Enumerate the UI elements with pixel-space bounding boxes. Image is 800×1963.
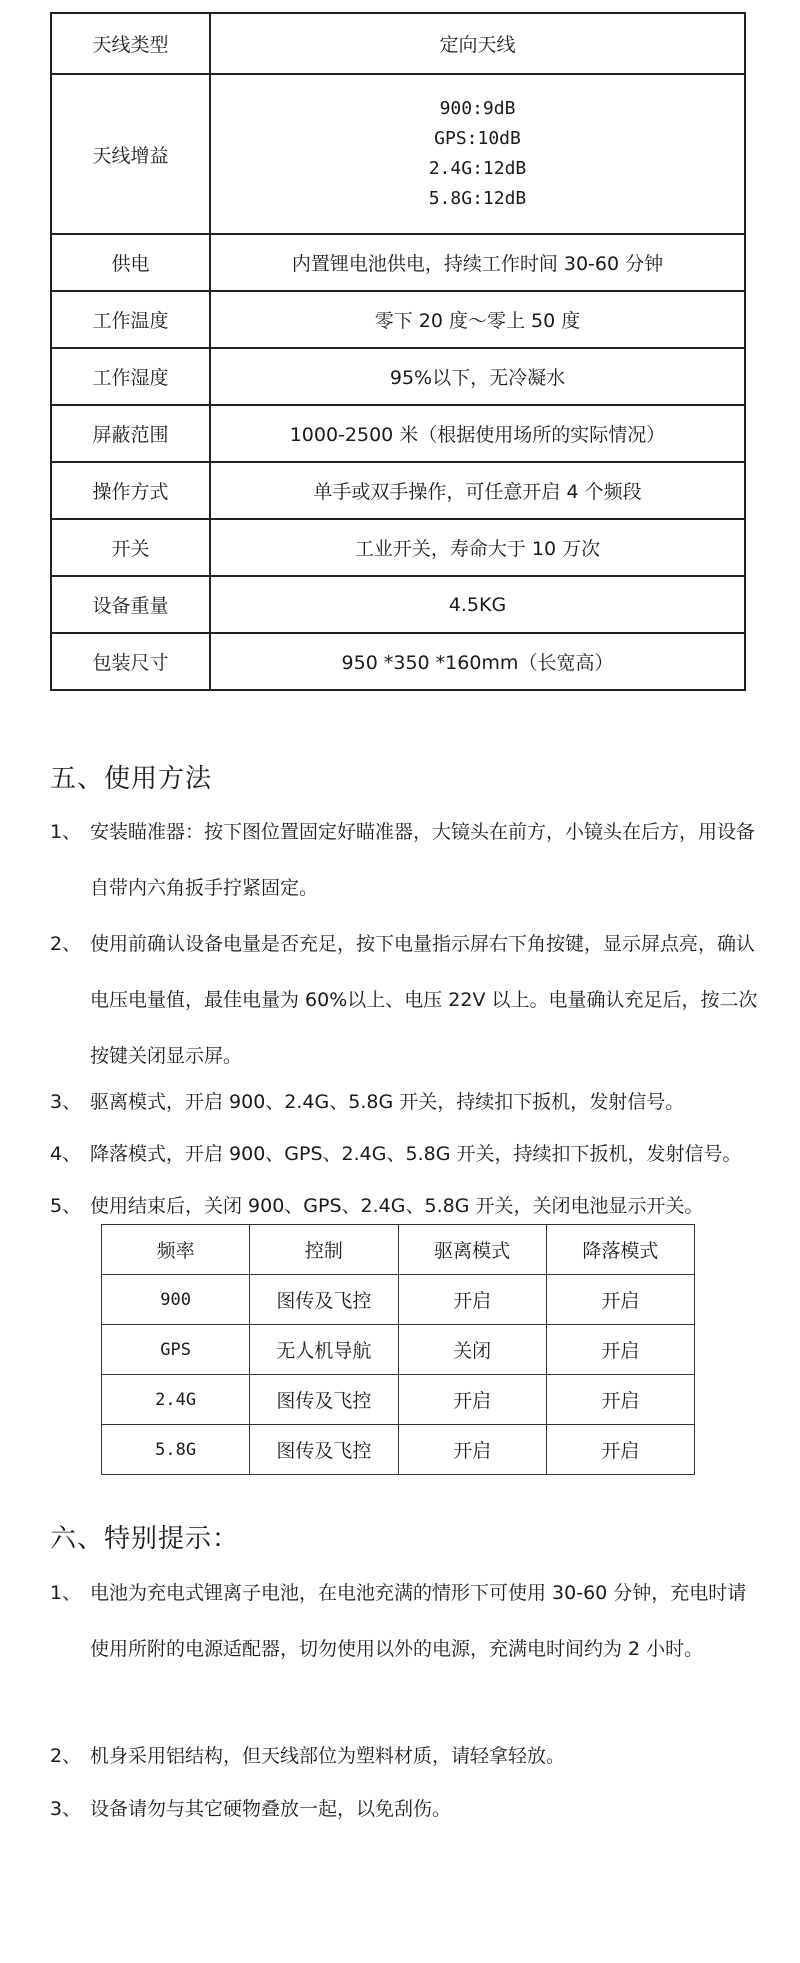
notes-heading: 六、特别提示： bbox=[50, 1524, 240, 1554]
table-cell: 开启 bbox=[398, 1425, 546, 1475]
item-number: 1、 bbox=[50, 821, 82, 843]
table-cell: 图传及飞控 bbox=[250, 1375, 398, 1425]
table-cell: 图传及飞控 bbox=[250, 1275, 398, 1325]
spec-label: 工作温度 bbox=[51, 291, 210, 348]
item-text: 使用结束后，关闭 900、GPS、2.4G、5.8G 开关，关闭电池显示开关。 bbox=[90, 1195, 704, 1217]
spec-value: 定向天线 bbox=[210, 13, 745, 74]
usage-item-2 bbox=[50, 916, 760, 1084]
item-text: 电池为充电式锂离子电池，在电池充满的情形下可使用 30-60 分钟，充电时请使用所附的电源适配器，切勿使用以外的电源，充满电时间约为 2 小时。 bbox=[90, 1582, 747, 1660]
column-header: 控制 bbox=[250, 1225, 398, 1275]
frequency-table bbox=[101, 1224, 695, 1475]
usage-heading: 五、使用方法 bbox=[50, 764, 213, 794]
item-number: 3、 bbox=[50, 1798, 82, 1820]
table-row bbox=[51, 405, 745, 462]
item-number: 5、 bbox=[50, 1195, 82, 1217]
column-header: 降落模式 bbox=[546, 1225, 694, 1275]
item-number: 4、 bbox=[50, 1143, 82, 1165]
gain-line: GPS:10dB bbox=[434, 128, 521, 149]
antenna-gain-values bbox=[210, 74, 745, 234]
table-cell: 5.8G bbox=[102, 1425, 250, 1475]
table-cell: 900 bbox=[102, 1275, 250, 1325]
table-row bbox=[51, 291, 745, 348]
table-row bbox=[102, 1375, 695, 1425]
spec-label: 供电 bbox=[51, 234, 210, 291]
table-cell: 关闭 bbox=[398, 1325, 546, 1375]
table-cell: GPS bbox=[102, 1325, 250, 1375]
item-text: 驱离模式，开启 900、2.4G、5.8G 开关，持续扣下扳机，发射信号。 bbox=[90, 1091, 685, 1113]
table-cell: 无人机导航 bbox=[250, 1325, 398, 1375]
spec-label: 天线增益 bbox=[51, 74, 210, 234]
spec-value: 950 *350 *160mm（长宽高） bbox=[210, 633, 745, 690]
usage-item-3 bbox=[50, 1074, 760, 1130]
spec-value: 零下 20 度～零上 50 度 bbox=[210, 291, 745, 348]
spec-label: 开关 bbox=[51, 519, 210, 576]
note-item-2 bbox=[50, 1728, 760, 1784]
item-text: 使用前确认设备电量是否充足，按下电量指示屏右下角按键，显示屏点亮，确认电压电量值，最佳电量为 60%以上、电压 22V 以上。电量确认充足后，按二次按键关闭显示屏。 bbox=[90, 933, 758, 1067]
item-number: 1、 bbox=[50, 1582, 82, 1604]
table-cell: 开启 bbox=[546, 1275, 694, 1325]
spec-value: 4.5KG bbox=[210, 576, 745, 633]
item-text: 安装瞄准器：按下图位置固定好瞄准器，大镜头在前方，小镜头在后方，用设备自带内六角扳手拧紧固定。 bbox=[90, 821, 756, 899]
item-number: 3、 bbox=[50, 1091, 82, 1113]
table-row bbox=[102, 1325, 695, 1375]
table-row bbox=[51, 519, 745, 576]
spec-label: 屏蔽范围 bbox=[51, 405, 210, 462]
item-text: 机身采用铝结构，但天线部位为塑料材质，请轻拿轻放。 bbox=[90, 1745, 566, 1767]
table-row bbox=[102, 1425, 695, 1475]
spec-table bbox=[50, 12, 746, 691]
table-cell: 开启 bbox=[398, 1275, 546, 1325]
gain-line: 2.4G:12dB bbox=[428, 158, 527, 179]
table-row bbox=[51, 13, 745, 74]
table-cell: 开启 bbox=[398, 1375, 546, 1425]
table-cell: 开启 bbox=[546, 1425, 694, 1475]
spec-value: 单手或双手操作，可任意开启 4 个频段 bbox=[210, 462, 745, 519]
gain-line: 900:9dB bbox=[439, 98, 516, 119]
table-cell: 图传及飞控 bbox=[250, 1425, 398, 1475]
note-item-1 bbox=[50, 1565, 760, 1677]
usage-item-4 bbox=[50, 1126, 760, 1182]
usage-item-1 bbox=[50, 804, 760, 916]
spec-value: 工业开关，寿命大于 10 万次 bbox=[210, 519, 745, 576]
column-header: 频率 bbox=[102, 1225, 250, 1275]
item-text: 降落模式，开启 900、GPS、2.4G、5.8G 开关，持续扣下扳机，发射信号。 bbox=[90, 1143, 742, 1165]
item-number: 2、 bbox=[50, 1745, 82, 1767]
item-number: 2、 bbox=[50, 933, 82, 955]
table-cell: 开启 bbox=[546, 1325, 694, 1375]
gain-line: 5.8G:12dB bbox=[428, 188, 527, 209]
table-row bbox=[51, 633, 745, 690]
spec-label: 包装尺寸 bbox=[51, 633, 210, 690]
table-row bbox=[51, 74, 745, 234]
spec-label: 设备重量 bbox=[51, 576, 210, 633]
spec-label: 工作湿度 bbox=[51, 348, 210, 405]
table-row bbox=[51, 576, 745, 633]
table-row bbox=[102, 1275, 695, 1325]
note-item-3 bbox=[50, 1781, 760, 1837]
spec-label: 操作方式 bbox=[51, 462, 210, 519]
table-row bbox=[51, 348, 745, 405]
table-row bbox=[51, 234, 745, 291]
spec-value: 1000-2500 米（根据使用场所的实际情况） bbox=[210, 405, 745, 462]
table-header-row bbox=[102, 1225, 695, 1275]
table-cell: 开启 bbox=[546, 1375, 694, 1425]
spec-value: 95%以下，无冷凝水 bbox=[210, 348, 745, 405]
spec-label: 天线类型 bbox=[51, 13, 210, 74]
spec-value: 内置锂电池供电，持续工作时间 30-60 分钟 bbox=[210, 234, 745, 291]
table-cell: 2.4G bbox=[102, 1375, 250, 1425]
column-header: 驱离模式 bbox=[398, 1225, 546, 1275]
table-row bbox=[51, 462, 745, 519]
item-text: 设备请勿与其它硬物叠放一起，以免刮伤。 bbox=[90, 1798, 452, 1820]
